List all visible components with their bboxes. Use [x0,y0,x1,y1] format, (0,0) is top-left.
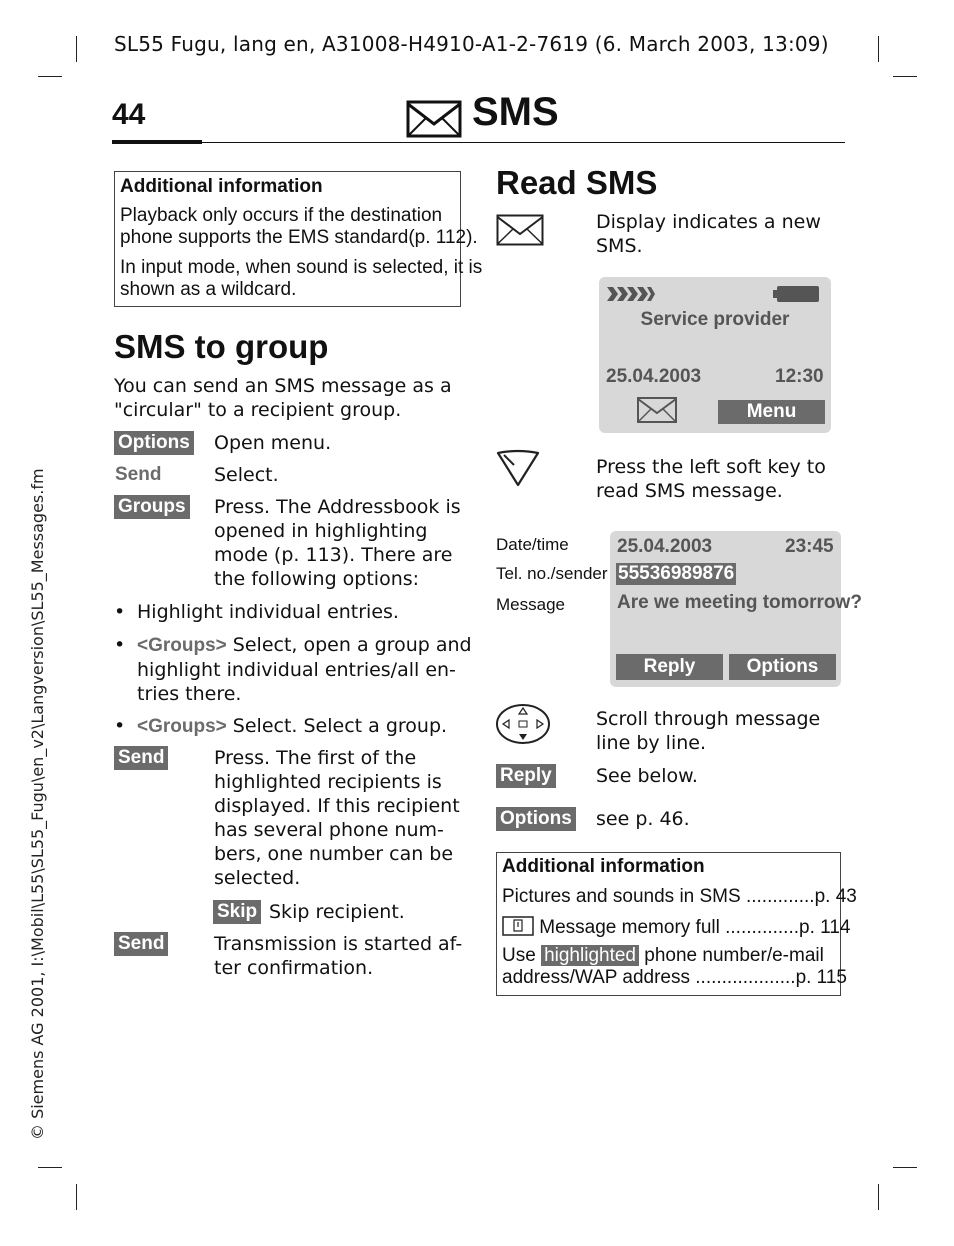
bullet-item: • <Groups> Select, open a group and highlight individual entries/all en- tries there. [114,634,472,705]
message-text: Are we meeting tomorrow? [617,592,862,613]
phone-screen-standby [599,277,831,433]
navigation-key-icon [495,703,551,745]
send-key: Send [114,746,168,770]
running-head: SL55 Fugu, lang en, A31008-H4910-A1-2-7619 (6. March 2003, 13:09) [114,32,829,56]
skip-key: Skip [213,900,261,924]
options-text-right: see p. 46. [596,808,690,830]
options-softkey: Options [729,654,836,680]
send-text: Select. [214,464,279,486]
options-key: Options [114,431,194,455]
menu-softkey: Menu [718,400,825,424]
reply-softkey: Reply [616,654,723,680]
sender-number: 55536989876 [618,563,735,584]
phone-screen-message [610,531,862,687]
reply-key: Reply [496,764,556,788]
groups-key: Groups [114,495,190,519]
info-box-heading: Additional information [120,176,323,197]
intro-text: You can send an SMS message as a "circular" to a recipient group. [114,375,452,421]
crop-mark [878,36,879,62]
crop-mark [893,1167,917,1168]
crop-mark [76,1184,77,1210]
info-row: address/WAP address ...................p. 115 [502,967,847,988]
header-rule [202,142,845,143]
crop-mark [38,1167,62,1168]
final-step-text: Transmission is started af- ter confirmation. [214,933,463,979]
memory-full-icon [502,916,534,936]
battery-icon [773,285,819,303]
send-step-text: Press. The first of the highlighted recipients is displayed. If this recipient has several phone num- bers, one number can be selected. [214,747,460,889]
signal-strength-icon [607,286,655,302]
groups-text: Press. The Addressbook is opened in highlighting mode (p. 113). There are the following options: [214,496,461,590]
new-sms-text: Display indicates a new SMS. [596,211,821,257]
send-label: Send [115,464,162,485]
screen-time: 12:30 [775,366,824,387]
info-row: Use highlighted phone number/e-mail [502,945,824,966]
label-sender: Tel. no./sender [496,564,608,583]
provider-name: Service provider [640,309,790,330]
skip-text: Skip recipient. [269,901,405,923]
crop-mark [893,76,917,77]
crop-mark [38,76,62,77]
info-box [114,171,483,307]
scroll-text: Scroll through message line by line. [596,708,821,754]
envelope-icon [496,214,544,246]
section-title: SMS [472,90,559,134]
message-date: 25.04.2003 [617,536,713,557]
bullet-item: • Highlight individual entries. [114,601,399,623]
info-row: Message memory full ..............p. 114 [502,916,850,939]
label-message: Message [496,595,565,614]
send-key-final: Send [114,932,168,956]
options-key-right: Options [496,807,576,831]
highlighted-label: highlighted [541,945,639,966]
screen-date: 25.04.2003 [606,366,702,387]
heading-sms-to-group: SMS to group [114,328,329,365]
label-datetime: Date/time [496,535,569,554]
copyright-note: © Siemens AG 2001, I:\Mobil\L55\SL55_Fugu\en_v2\Langversion\SL55_Messages.fm [28,468,47,1140]
left-softkey-icon [496,449,540,487]
info-box-heading: Additional information [502,856,705,877]
message-time: 23:45 [785,536,834,557]
envelope-icon [637,397,677,423]
heading-read-sms: Read SMS [496,164,658,201]
options-text: Open menu. [214,432,332,454]
info-row: Pictures and sounds in SMS .............p. 43 [502,886,857,907]
reply-text: See below. [596,765,698,787]
page-number-bar [112,140,202,144]
crop-mark [878,1184,879,1210]
info-box [496,852,857,996]
press-softkey-text: Press the left soft key to read SMS message. [596,456,826,502]
envelope-icon [406,100,462,138]
info-box-text: Playback only occurs if the destination phone supports the EMS standard(p. 112). In input mode, when sound is selected, it is shown as a wildcard. [120,205,483,300]
bullet-item: • <Groups> Select. Select a group. [114,715,448,737]
crop-mark [76,36,77,62]
page-number: 44 [112,98,146,131]
